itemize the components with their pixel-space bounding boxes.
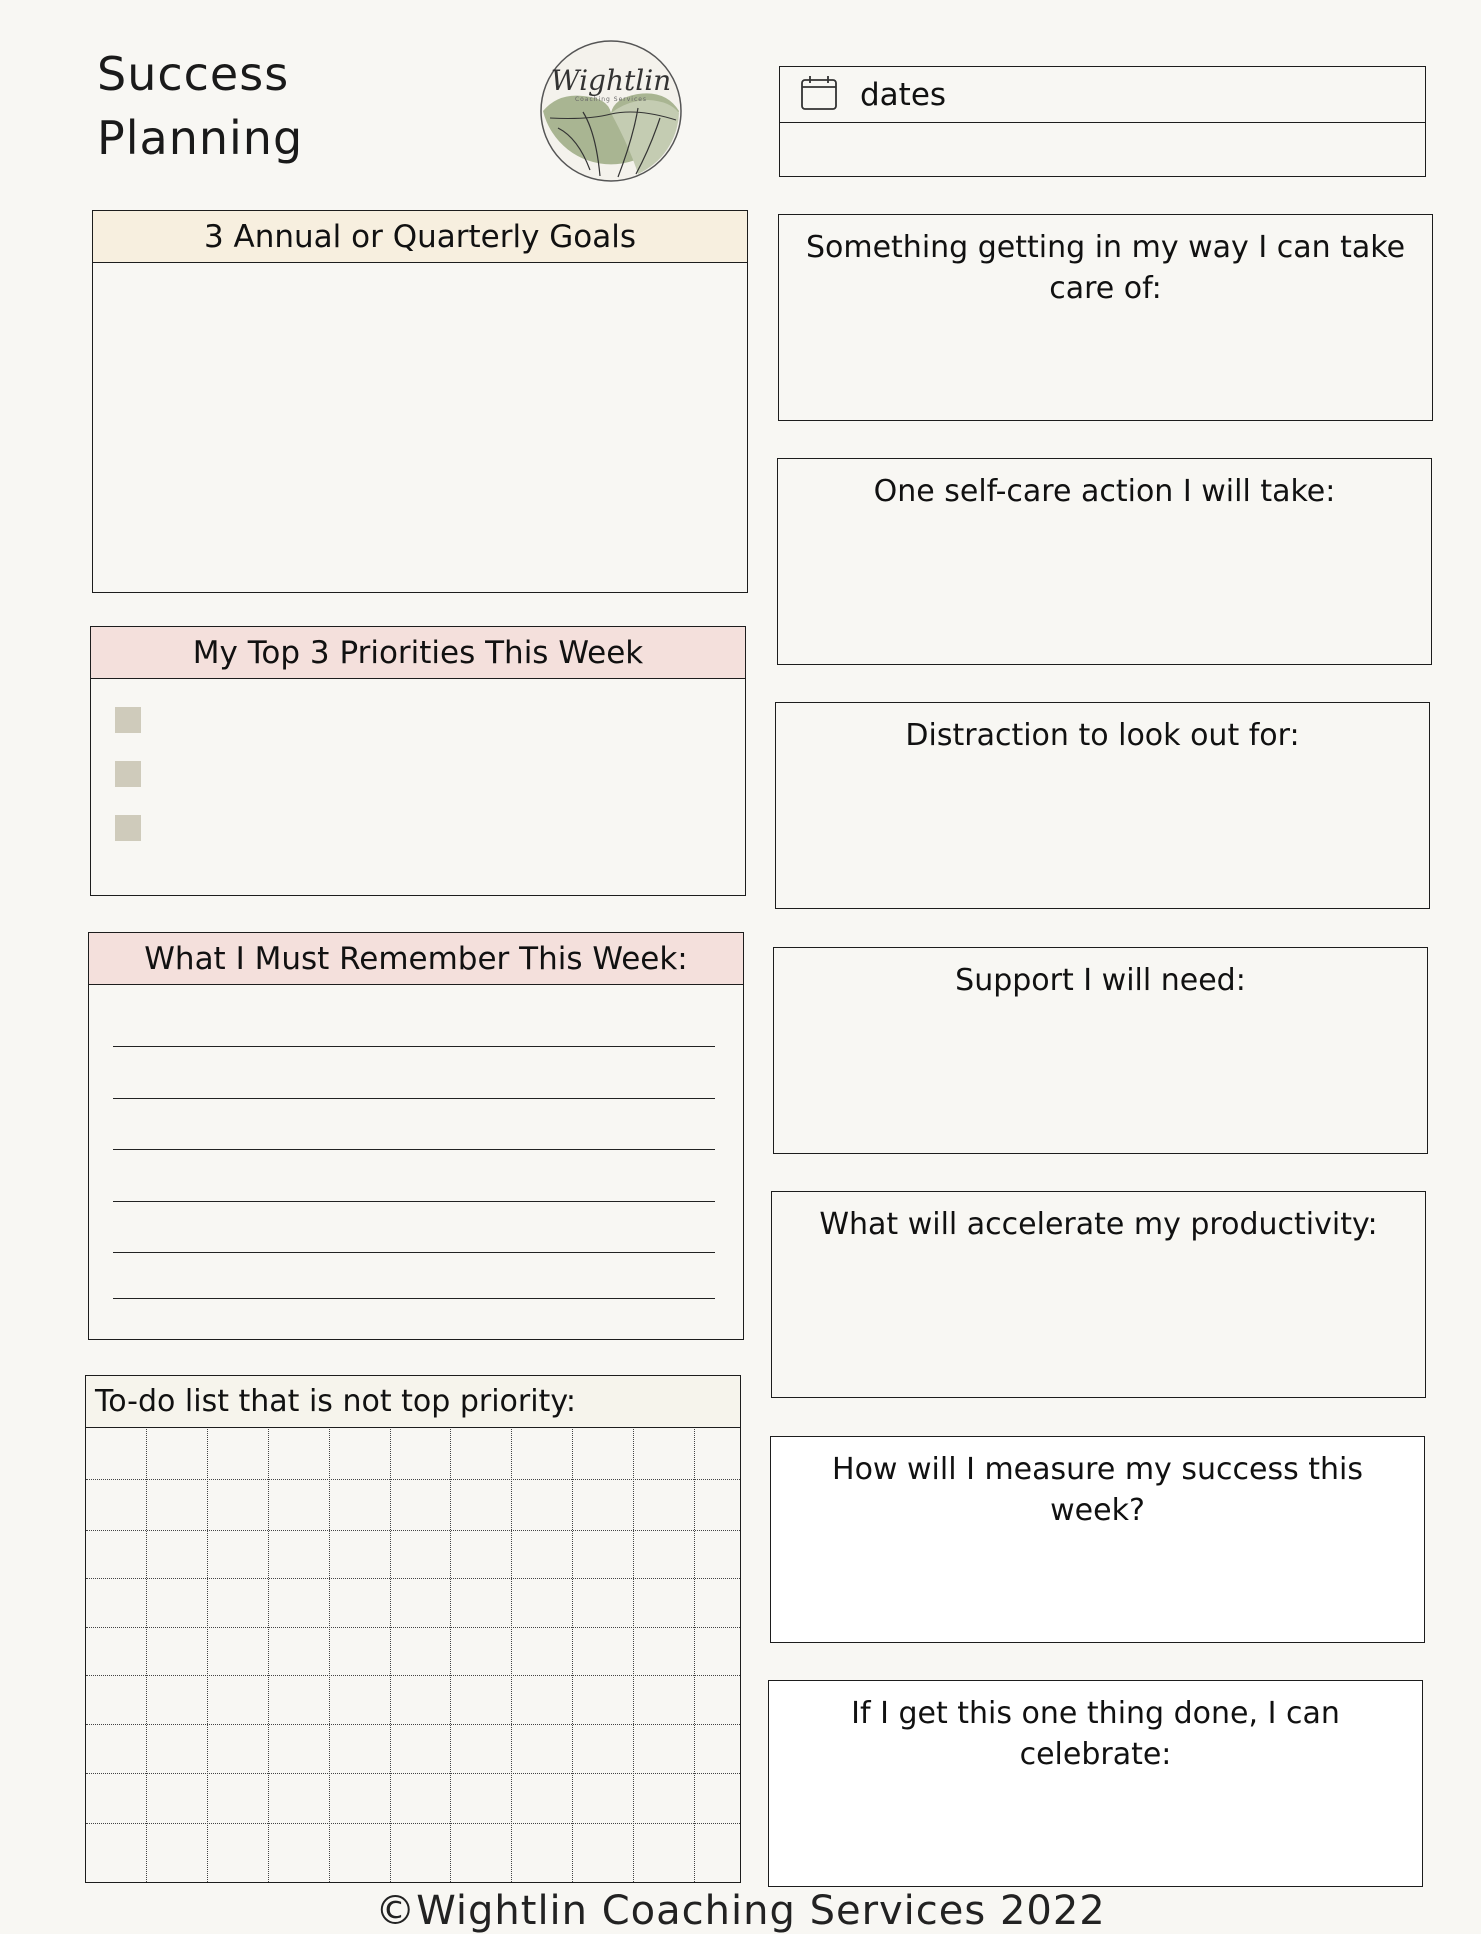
distraction-box[interactable] <box>775 702 1430 909</box>
self-care-label: One self-care action I will take: <box>873 474 1336 509</box>
remember-line[interactable] <box>113 1201 715 1202</box>
support-label: Support I will need: <box>955 963 1246 998</box>
remember-box <box>88 932 744 1340</box>
obstacle-box[interactable] <box>778 214 1433 421</box>
copyright-footer: ©Wightlin Coaching Services 2022 <box>375 1888 1106 1934</box>
priorities-header: My Top 3 Priorities This Week <box>91 627 745 679</box>
obstacle-label: Something getting in my way I can take care of: <box>805 230 1406 306</box>
goals-header: 3 Annual or Quarterly Goals <box>93 211 747 263</box>
measure-success-label: How will I measure my success this week? <box>832 1452 1363 1528</box>
priority-checkbox-2[interactable] <box>115 761 141 787</box>
productivity-label: What will accelerate my productivity: <box>819 1207 1378 1242</box>
distraction-label: Distraction to look out for: <box>905 718 1300 753</box>
priorities-box <box>90 626 746 896</box>
remember-line[interactable] <box>113 1298 715 1299</box>
remember-line[interactable] <box>113 1252 715 1253</box>
remember-line[interactable] <box>113 1098 715 1099</box>
title-line-1: Success <box>97 47 290 101</box>
priority-checkbox-1[interactable] <box>115 707 141 733</box>
goals-box <box>92 210 748 593</box>
remember-header: What I Must Remember This Week: <box>89 933 743 985</box>
calendar-icon <box>800 75 838 115</box>
todo-title: To-do list that is not top priority: <box>95 1384 576 1419</box>
dates-box <box>779 66 1426 177</box>
celebrate-box[interactable] <box>768 1680 1423 1887</box>
priority-checkbox-3[interactable] <box>115 815 141 841</box>
remember-line[interactable] <box>113 1046 715 1047</box>
remember-line[interactable] <box>113 1149 715 1150</box>
dates-header <box>780 67 1425 123</box>
self-care-box[interactable] <box>777 458 1432 665</box>
goals-writing-area[interactable] <box>93 263 747 592</box>
todo-box <box>85 1375 741 1883</box>
page-title <box>97 42 303 170</box>
celebrate-label: If I get this one thing done, I can celebrate: <box>851 1696 1340 1772</box>
todo-header <box>86 1376 740 1428</box>
todo-grid[interactable] <box>86 1429 740 1882</box>
dates-input[interactable] <box>780 123 1425 176</box>
title-line-2: Planning <box>97 111 304 165</box>
support-box[interactable] <box>773 947 1428 1154</box>
brand-logo <box>538 38 684 184</box>
logo-script-text: Wightlin <box>550 64 672 97</box>
measure-success-box[interactable] <box>770 1436 1425 1643</box>
dates-label: dates <box>860 76 947 113</box>
logo-subtext: Coaching Services <box>574 96 648 103</box>
productivity-box[interactable] <box>771 1191 1426 1398</box>
